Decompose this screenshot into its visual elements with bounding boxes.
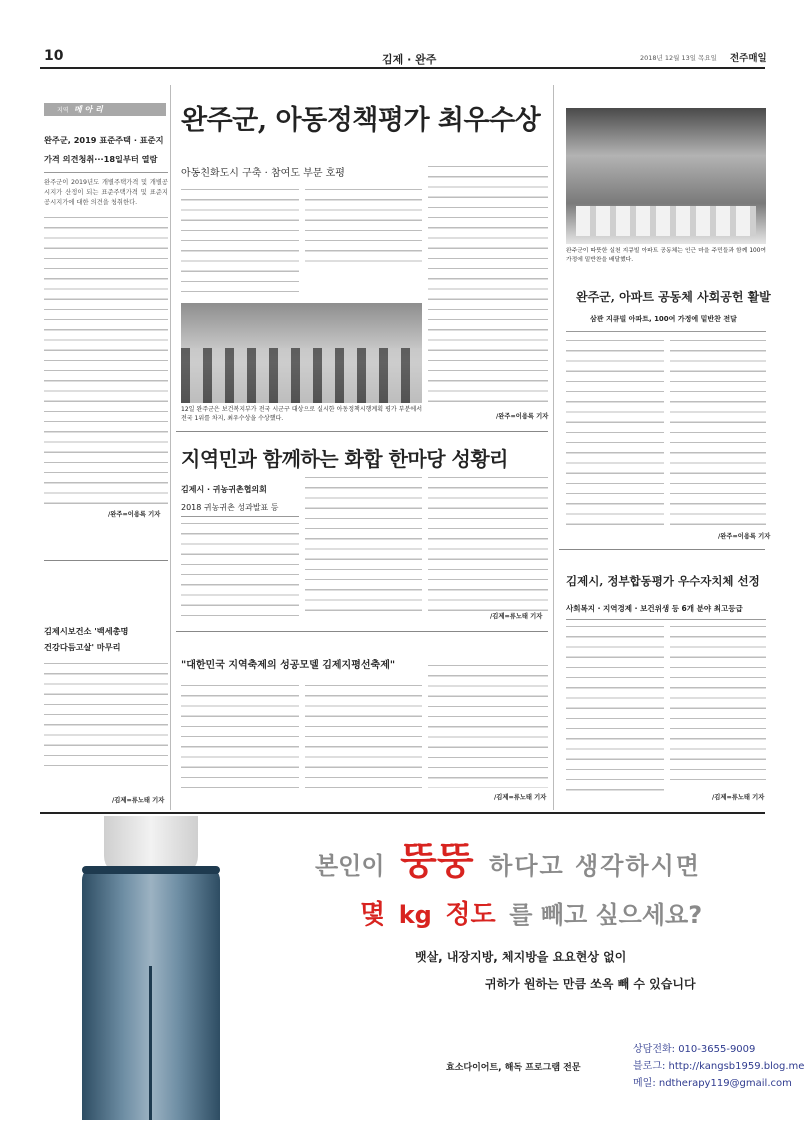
price-article-body: [44, 214, 168, 508]
harmony-body-col2: [305, 474, 422, 620]
ad-line2: [360, 894, 702, 931]
ad-top-rule: [40, 812, 765, 814]
eval-body-col1: [566, 623, 664, 793]
apartment-body-col1: [566, 337, 664, 531]
ad-blog: 블로그: http://kangsb1959.blog.me: [633, 1061, 805, 1072]
ad-brand: 효소다이어트, 해독 프로그램 전문: [446, 1063, 581, 1073]
ad-message-1: 뱃살, 내장지방, 체지방을 요요현상 없이: [415, 950, 627, 964]
eval-sub-rule: [566, 619, 766, 620]
model-body-col3: [428, 662, 548, 788]
apartment-photo: [566, 108, 766, 244]
apartment-body-col2: [670, 337, 766, 531]
child-subheadline: 아동친화도시 구축 · 참여도 부문 호평: [181, 168, 345, 179]
middle-divider-2: [176, 631, 548, 632]
ad-line1: [315, 830, 701, 885]
eval-subheadline: 사회복지 · 지역경제 · 보건위생 등 6개 분야 최고등급: [566, 604, 743, 613]
harmony-sub-rule: [181, 516, 299, 517]
memo-label-region: 지역: [57, 107, 69, 114]
child-photo-caption: 12일 완주군은 보건복지부가 전국 시군구 대상으로 실시한 아동정책시행계획 평가 부분에서 전국 1위를 차지, 최우수상을 수상했다.: [181, 406, 422, 422]
eval-byline: /김제=류노태 기자: [712, 794, 765, 801]
memo-banner: [44, 103, 166, 116]
cafe-article-title: [44, 623, 168, 655]
memo-label: 메 아 리: [74, 105, 103, 114]
ad-message-2: 귀하가 원하는 만큼 쏘옥 빼 수 있습니다: [485, 977, 696, 991]
left-divider: [44, 560, 168, 561]
harmony-org: 김제시 · 귀농귀촌협의회: [181, 485, 267, 494]
model-body-col1: [181, 682, 299, 794]
right-divider: [559, 549, 765, 550]
ad-line2-b: kg: [398, 901, 432, 929]
cafe-article-body: [44, 660, 168, 772]
harmony-body-col1: [181, 520, 299, 620]
eval-body-col2: [670, 623, 766, 783]
child-body-col3: [428, 163, 548, 403]
price-title-line1: 완주군, 2019 표준주택 · 표준지: [44, 135, 164, 145]
middle-divider-1: [176, 431, 548, 432]
child-body-col2: [305, 186, 422, 262]
column-divider-right: [553, 85, 554, 810]
apartment-photo-caption: 완주군이 따뜻한 실천 지큐빌 아파트 공동체는 인근 마을 주민들과 함께 100여 가정에 밑반찬을 배달했다.: [566, 248, 766, 263]
apartment-headline: 완주군, 아파트 공동체 사회공헌 활발: [576, 290, 771, 304]
price-byline: /완주=이용록 기자: [108, 511, 161, 518]
page-number: 10: [44, 48, 64, 64]
diet-advertisement: [40, 816, 805, 1120]
price-article-lead: 완주군이 2019년도 개별주택가격 및 개별공시지가 산정이 되는 표준주택가격 및 표준지공시지가에 대한 의견을 청취한다.: [44, 179, 168, 207]
child-headline: 완주군, 아동정책평가 최우수상: [181, 105, 541, 136]
model-byline: /김제=류노태 기자: [494, 794, 547, 801]
ad-line1-b: 뚱뚱: [400, 839, 474, 883]
child-byline: /완주=이용록 기자: [496, 413, 549, 420]
column-divider-left: [170, 85, 171, 810]
header-rule: [40, 67, 765, 69]
apartment-sub-rule: [566, 331, 766, 332]
issue-date: 2018년 12월 13일 목요일: [640, 54, 717, 62]
price-article-title: [44, 131, 168, 169]
ad-line1-a: 본인이: [315, 852, 385, 880]
harmony-byline: /김제=류노태 기자: [490, 613, 543, 620]
newspaper-name: 전주매일: [730, 53, 767, 64]
section-title: 김제 · 완주: [382, 53, 437, 66]
eval-headline: 김제시, 정부합동평가 우수자치체 선정: [566, 574, 760, 588]
price-title-rule: [44, 172, 168, 173]
ad-line2-d: 를 빼고 싶으세요?: [509, 901, 703, 929]
child-body-col1: [181, 186, 299, 292]
price-title-line2: 가격 의견청취···18일부터 열람: [44, 154, 158, 164]
ad-email: 메일: ndtherapy119@gmail.com: [633, 1078, 792, 1089]
cafe-title-line1: 김제시보건소 '백세총명: [44, 626, 129, 636]
cafe-byline: /김제=류노태 기자: [112, 797, 165, 804]
ad-line2-a: 몇: [360, 900, 386, 930]
apartment-subheadline: 삼관 지큐빌 아파트, 100여 가정에 밑반찬 전달: [590, 315, 737, 323]
harmony-subhead: 2018 귀농귀촌 성과발표 등: [181, 503, 279, 512]
apartment-byline: /완주=이용록 기자: [718, 533, 771, 540]
model-body-col2: [305, 682, 422, 794]
diet-model-image: [74, 816, 228, 1120]
ad-line2-c: 정도: [445, 900, 496, 930]
cafe-title-line2: 건강다듬고살' 마무리: [44, 642, 121, 652]
ad-line1-c: 하다고 생각하시면: [489, 852, 701, 880]
child-award-photo: [181, 303, 422, 403]
model-headline: "대한민국 지역축제의 성공모델 김제지평선축제": [181, 660, 396, 671]
harmony-body-col3: [428, 474, 548, 612]
harmony-headline: 지역민과 함께하는 화합 한마당 성황리: [181, 447, 508, 471]
ad-phone: 상담전화: 010-3655-9009: [633, 1044, 756, 1055]
